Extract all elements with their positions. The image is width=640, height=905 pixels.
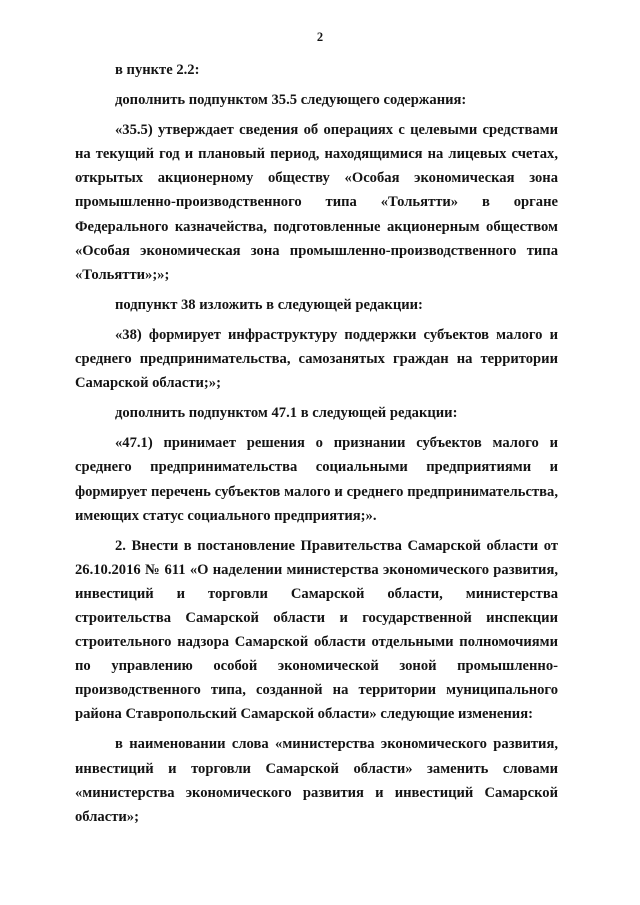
paragraph-add-47-1: дополнить подпунктом 47.1 в следующей редакции: (115, 405, 458, 422)
document-body (75, 58, 558, 835)
paragraph-title-change: в наименовании слова «министерства экономического развития, инвестиций и торговли Самарской области» заменить словами «министерства экономического развития и инвестиций Самарской области»; (75, 736, 558, 825)
paragraph-item-2: 2. Внести в постановление Правительства Самарской области от 26.10.2016 № 611 «О наделении министерства экономического развития, инвестиций и торговли Самарской области, министерства строительства Самарской области и государственной инспекции строительного надзора Самарской области отдельными полномочиями по управлению особой экономической зоной промышленно-производственного типа, созданной на территории муниципального района Ставропольский Самарской области» следующие изменения: (75, 537, 558, 723)
paragraph-add-35-5: дополнить подпунктом 35.5 следующего содержания: (115, 92, 467, 109)
paragraph-35-5-text: «35.5) утверждает сведения об операциях с целевыми средствами на текущий год и плановый период, находящимися на лицевых счетах, открытых акционерному обществу «Особая экономическая зона промышленно-производственного типа «Тольятти» в органе Федерального казначейства, подготовленные акционерным обществом «Особая экономическая зона промышленно-производственного типа «Тольятти»;»; (75, 122, 558, 283)
page-number: 2 (316, 30, 324, 44)
paragraph-subpoint-38: подпункт 38 изложить в следующей редакции: (115, 296, 423, 313)
paragraph-47-1-text: «47.1) принимает решения о признании субъектов малого и среднего предпринимательства социальными предприятиями и формирует перечень субъектов малого и среднего предпринимательства, имеющих статус социального предприятия;». (75, 435, 558, 524)
paragraph-point-2-2: в пункте 2.2: (115, 62, 200, 78)
paragraph-38-text: «38) формирует инфраструктуру поддержки субъектов малого и среднего предпринимательства, самозанятых граждан на территории Самарской области;»; (75, 326, 558, 392)
